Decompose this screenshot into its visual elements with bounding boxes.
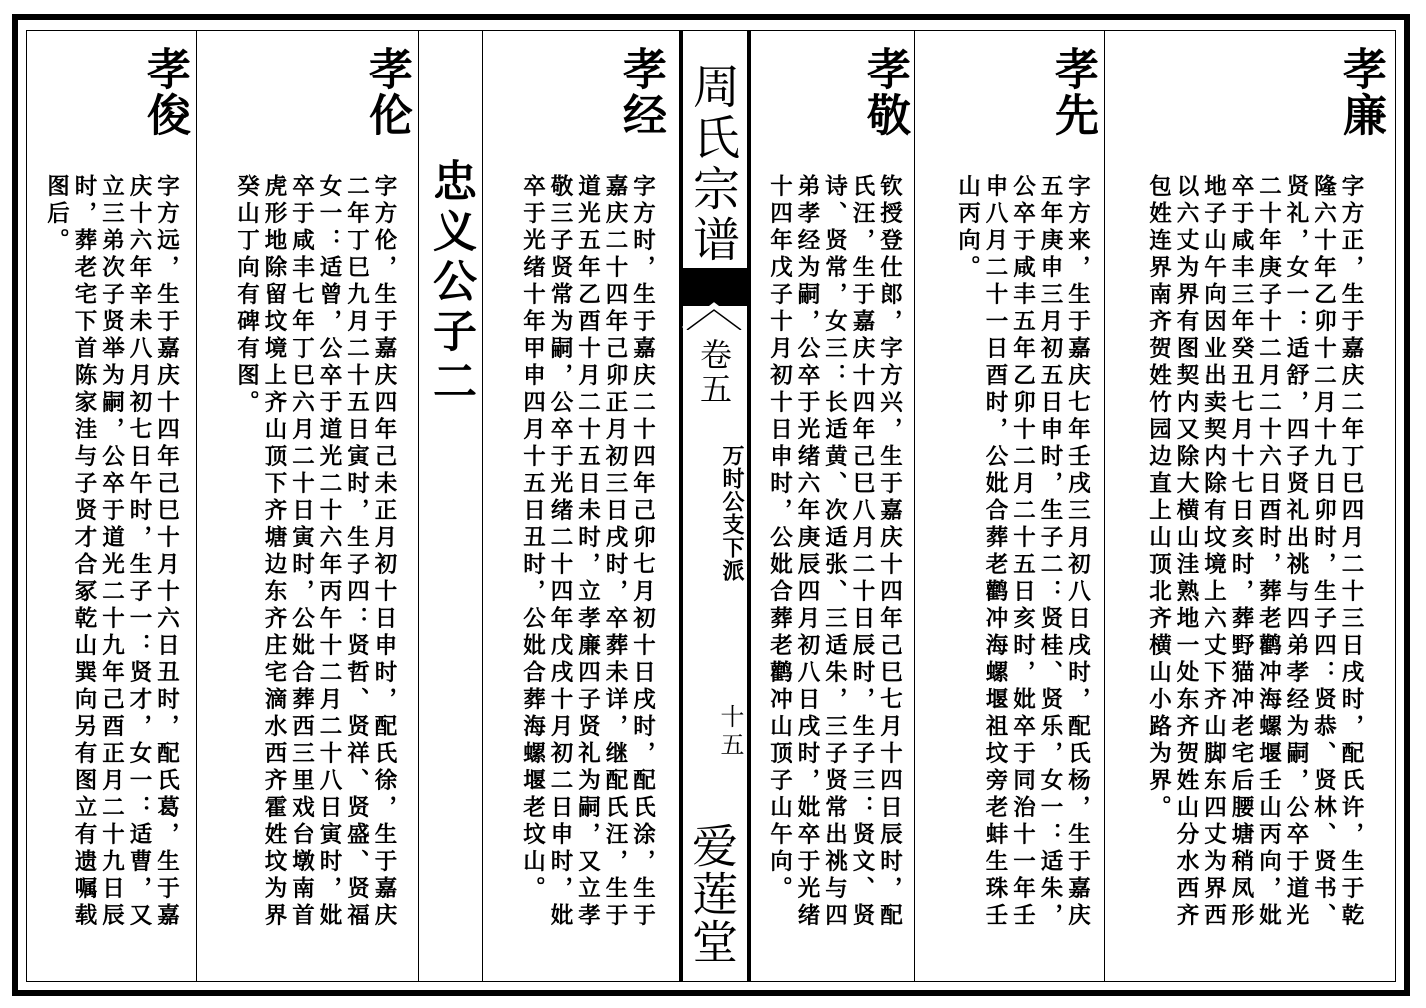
entry-text-xiaolun: 字方伦，生于嘉庆四年己未正月初十日申时，配氏徐，生于嘉庆 二年丁巳九月二十五日寅时，生子四：贤哲、贤祥、贤盛、贤福 女一：适曾，公卒于道光二十六年丙午十二月二十八日寅时，妣 卒于咸丰七年丁巳六月二十日寅时，公妣合葬西三里戏台墩南首 虎形地除留坟境上齐山顶下齐塘边东齐庄宅滴水西齐霍姓坟为界 癸山丁向有碑有图。 (233, 174, 397, 930)
column-divider (196, 30, 197, 982)
hall-name: 爱莲堂 (685, 822, 739, 966)
entry-text-xiaolian: 字方正，生于嘉庆二年丁巳四月二十三日戌时，配氏许，生于乾 隆六十年乙卯十二月十九日卯时，生子四：贤恭、贤林、贤书、 贤礼，女一：适舒，四子贤礼出祧与四弟孝经为嗣，公卒于道光 二十年庚子十二月二十六日酉时，葬老鹳冲海螺堰壬山丙向，妣 卒于咸丰三年癸丑七月十七日亥时，葬野猫冲老宅后腰塘稍凤形 地子山午向因业出卖契内除有坟境上六丈下齐山脚东四丈为界西 以六丈为界有图契内又除大横山洼熟地一处东齐贺姓山分水西齐 包姓连界南齐贺姓竹园边直上山顶北齐横山小路为界。 (1145, 174, 1364, 930)
entry-text-xiaoxian: 字方来，生于嘉庆七年壬戌三月初八日戌时，配氏杨，生于嘉庆 五年庚申三月初五日申时，生子二：贤桂、贤乐，女一：适朱， 公卒于咸丰五年乙卯十二月二十五日亥时，妣卒于同治十一年壬 申八月二十一日酉时，公妣合葬老鹳冲海螺堰祖坟旁老蚌生珠壬 山丙向。 (954, 174, 1091, 930)
entry-name-xiaolun: 孝伦 (361, 46, 412, 138)
fishtail-chevron-icon (681, 300, 747, 330)
entry-name-xiaojing-elder: 孝敬 (859, 46, 910, 138)
book-title: 周氏宗谱 (685, 62, 740, 266)
entry-name-xiaojing: 孝经 (615, 46, 666, 138)
entry-text-xiaojun: 字方远，生于嘉庆十四年己巳十月十六日丑时，配氏葛，生于嘉 庆十六年辛未八月初七日午时，生子一：贤才，女一：适曹，又 立三弟次子贤举为嗣，公卒于道光二十九年己酉正月二十九日辰 时，葬老宅下首陈家洼与子贤才合冢乾山巽向另有图立有遗嘱载 图后。 (43, 174, 180, 930)
volume-label: 卷五 (695, 338, 733, 406)
column-divider (914, 30, 915, 982)
gutter-divider-left (679, 30, 683, 982)
column-divider (1104, 30, 1105, 982)
entry-name-xiaojun: 孝俊 (139, 46, 190, 138)
section-heading: 忠义公子二 (425, 158, 476, 408)
column-divider (482, 30, 483, 982)
entry-name-xiaoxian: 孝先 (1047, 46, 1098, 138)
gutter-divider-right (747, 30, 751, 982)
entry-text-xiaojing: 字方时，生于嘉庆二十四年己卯七月初十日戌时，配氏涂，生于 嘉庆二十四年己卯正月初三日戌时，卒葬未详，继配氏汪，生于 道光五年乙酉十月二十五日未时，立孝廉四子贤礼为嗣，又立孝 敬三子贤常为嗣，公卒于光绪二十四年戊戌十月初二日申时，妣 卒于光绪十年甲申四月十五日丑时，公妣合葬海螺堰老坟山。 (519, 174, 656, 930)
entry-text-xiaojing-elder: 钦授登仕郎，字方兴，生于嘉庆十四年己巳七月十四日辰时，配 氏汪，生于嘉庆十四年己巳八月二十日辰时，生子三：贤文、贤 诗、贤常，女三：长适黄、次适张、三适朱，三子贤常出祧与四 弟孝经为嗣，公卒于光绪六年庚辰四月初八日戌时，妣卒于光绪 十四年戊子十月初十日申时，公妣合葬老鹳冲山顶子山午向。 (766, 174, 903, 930)
column-divider (418, 30, 419, 982)
page-number: 十五 (716, 704, 744, 760)
branch-label: 万时公支下派 (719, 444, 745, 582)
entry-name-xiaolian: 孝廉 (1335, 46, 1386, 138)
